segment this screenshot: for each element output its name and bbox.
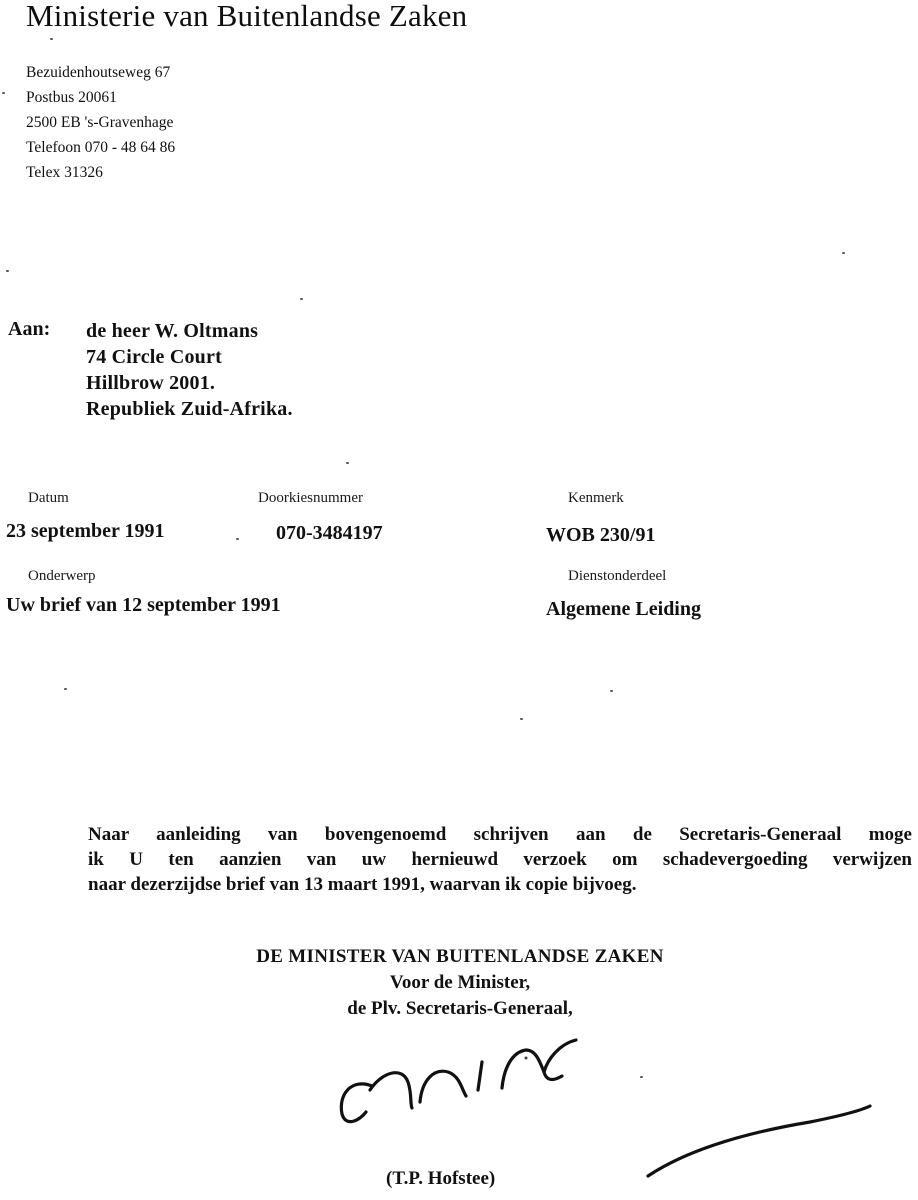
address-telephone: Telefoon 070 - 48 64 86 xyxy=(26,139,176,156)
signature-stroke xyxy=(370,1073,412,1108)
address-postcode-city: 2500 EB 's-Gravenhage xyxy=(26,114,174,131)
onderwerp-label: Onderwerp xyxy=(28,568,96,584)
letter-body xyxy=(88,822,912,897)
scan-speck xyxy=(50,38,53,40)
signature-stroke xyxy=(341,1084,372,1122)
sender-address xyxy=(26,60,175,185)
dienstonderdeel-label: Dienstonderdeel xyxy=(568,568,667,584)
dienstonderdeel-value: Algemene Leiding xyxy=(546,598,701,620)
closing-block xyxy=(200,944,720,1022)
handwritten-signature xyxy=(330,1028,890,1178)
scan-speck xyxy=(842,252,845,254)
body-line: naar dezerzijdse brief van 13 maart 1991, waarvan ik copie bijvoeg. xyxy=(88,874,637,895)
recipient-label: Aan: xyxy=(8,318,51,340)
scan-speck xyxy=(2,92,5,94)
datum-label: Datum xyxy=(28,490,69,506)
scan-speck xyxy=(640,1076,643,1078)
signature-stroke xyxy=(420,1071,466,1102)
scan-speck xyxy=(6,270,9,272)
kenmerk-label: Kenmerk xyxy=(568,490,624,506)
signature-stroke xyxy=(502,1040,576,1088)
doorkiesnummer-value: 070-3484197 xyxy=(276,522,383,544)
recipient-street: 74 Circle Court xyxy=(86,346,222,368)
recipient-name: de heer W. Oltmans xyxy=(86,320,259,342)
doorkiesnummer-label: Doorkiesnummer xyxy=(258,490,363,506)
scan-speck xyxy=(64,688,67,690)
signature-stroke xyxy=(648,1106,870,1176)
signature-stroke xyxy=(544,1072,562,1079)
scan-speck xyxy=(610,690,613,692)
signer-name: (T.P. Hofstee) xyxy=(386,1168,496,1189)
address-street: Bezuidenhoutseweg 67 xyxy=(26,64,171,81)
onderwerp-value: Uw brief van 12 september 1991 xyxy=(6,594,281,616)
datum-value: 23 september 1991 xyxy=(6,520,165,542)
kenmerk-value: WOB 230/91 xyxy=(546,524,656,546)
body-line: ik U ten aanzien van uw hernieuwd verzoek om schadevergoeding verwijzen xyxy=(88,849,912,870)
recipient-country: Republiek Zuid-Afrika. xyxy=(86,398,293,420)
closing-minister: DE MINISTER VAN BUITENLANDSE ZAKEN xyxy=(256,946,664,967)
recipient-address xyxy=(86,318,293,422)
scan-speck xyxy=(300,298,303,300)
body-line: Naar aanleiding van bovengenoemd schrijven aan de Secretaris-Generaal moge xyxy=(88,824,912,845)
address-telex: Telex 31326 xyxy=(26,164,103,181)
closing-deputy: de Plv. Secretaris-Generaal, xyxy=(347,998,573,1019)
recipient-city: Hillbrow 2001. xyxy=(86,372,216,394)
signature-stroke xyxy=(478,1062,482,1090)
scan-speck xyxy=(236,538,239,540)
scan-speck xyxy=(346,462,349,464)
closing-on-behalf: Voor de Minister, xyxy=(389,972,531,993)
scan-speck xyxy=(520,718,523,720)
address-postbus: Postbus 20061 xyxy=(26,89,117,106)
ministry-title: Ministerie van Buitenlandse Zaken xyxy=(26,0,468,33)
